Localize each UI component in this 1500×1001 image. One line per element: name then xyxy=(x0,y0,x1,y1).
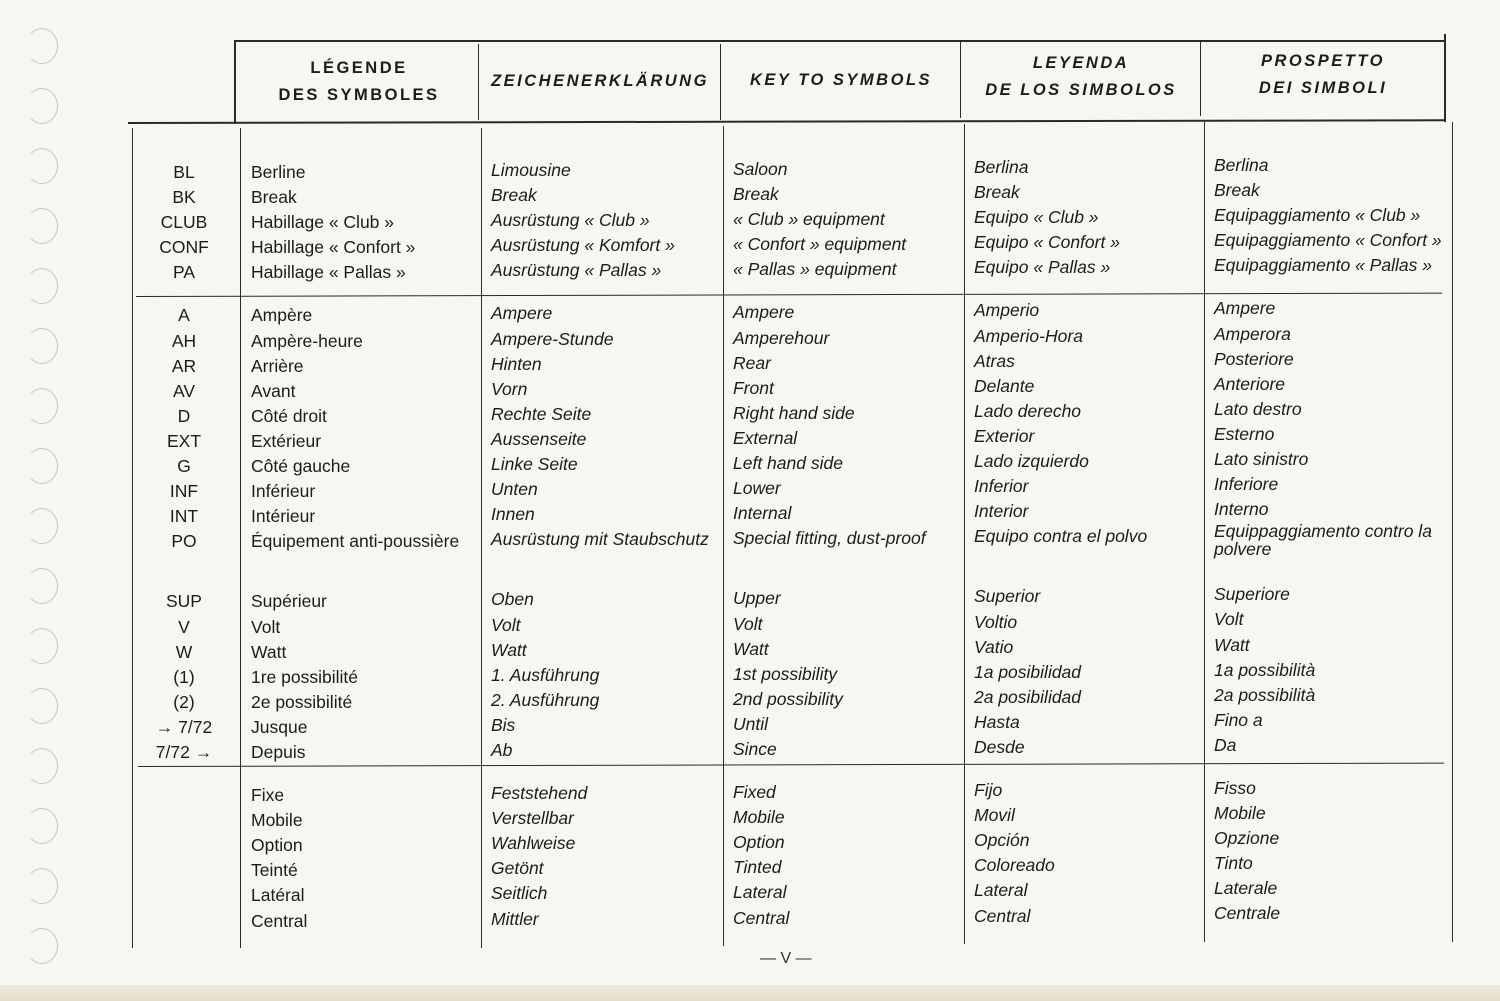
symbol-row-en: Right hand side xyxy=(733,402,855,423)
symbol-row-en: Central xyxy=(733,907,790,928)
symbol-row-es: Inferior xyxy=(974,476,1029,497)
column-english xyxy=(733,157,926,931)
column-abbreviations xyxy=(134,160,234,934)
symbol-row-it: Esterno xyxy=(1214,423,1275,444)
symbol-row-fr: Volt xyxy=(251,616,281,637)
symbol-row-fr: 1re possibilité xyxy=(251,666,358,687)
symbol-row-abbr: PO xyxy=(171,531,197,552)
symbol-group xyxy=(1214,582,1450,758)
symbol-row-it: Opzione xyxy=(1214,828,1280,849)
symbol-row-de: Ausrüstung mit Staubschutz xyxy=(491,529,709,550)
symbol-row-de: 2. Ausführung xyxy=(491,689,600,710)
symbol-row-abbr xyxy=(134,833,234,858)
symbol-row-it: Mobile xyxy=(1214,803,1266,824)
symbol-group xyxy=(974,298,1147,566)
symbol-row-de: Feststehend xyxy=(491,783,588,804)
symbol-row-fr: Habillage « Confort » xyxy=(251,237,416,258)
symbol-row-fr: Équipement anti-poussière xyxy=(251,531,460,552)
symbol-row-abbr xyxy=(134,858,234,883)
symbol-row-es: Exterior xyxy=(974,425,1035,446)
symbol-group xyxy=(733,300,926,568)
body-sep-fr xyxy=(481,128,482,948)
symbol-row-abbr: CONF xyxy=(159,237,209,258)
symbol-row-it: 1a possibilità xyxy=(1214,659,1316,680)
symbol-row-en: Since xyxy=(733,738,777,759)
symbol-row-en: Upper xyxy=(733,588,781,609)
symbol-row-it: Volt xyxy=(1214,609,1244,630)
column-german xyxy=(491,158,709,932)
symbol-row-de: Ausrüstung « Pallas » xyxy=(491,260,662,281)
symbol-row-en: Ampere xyxy=(733,302,795,323)
symbol-row-abbr: INF xyxy=(169,481,199,502)
symbol-row-es: Movil xyxy=(974,805,1015,826)
symbol-group xyxy=(134,589,234,765)
symbol-row-de: Unten xyxy=(491,479,538,500)
symbol-row-fr: Ampère xyxy=(251,305,313,326)
symbol-row-fr: Inférieur xyxy=(251,481,316,502)
symbol-row-fr: Fixe xyxy=(251,785,285,806)
symbol-row-en: Break xyxy=(733,184,779,205)
binding-hole xyxy=(26,808,58,844)
symbol-row-es: Amperio-Hora xyxy=(974,325,1083,346)
symbol-row-abbr: INT xyxy=(169,506,199,527)
header-line: ZEICHENERKLÄRUNG xyxy=(491,72,709,90)
symbol-row-fr: Habillage « Club » xyxy=(251,212,395,233)
column-french xyxy=(251,160,459,934)
symbol-row-fr: Côté gauche xyxy=(251,456,351,477)
symbol-row-es: 2a posibilidad xyxy=(974,686,1082,707)
symbol-row-fr: Côté droit xyxy=(251,405,327,426)
header-spanish xyxy=(962,50,1200,104)
symbol-group xyxy=(974,155,1147,280)
symbol-row-de: Break xyxy=(491,185,537,206)
header-french xyxy=(240,55,478,109)
symbol-row-en: « Pallas » equipment xyxy=(733,259,897,280)
symbol-row-abbr: 7/72 → xyxy=(155,741,213,762)
body-left-rule xyxy=(132,128,133,948)
symbol-row-fr: Berline xyxy=(251,162,306,182)
ring-binding-holes xyxy=(20,20,70,980)
symbol-group xyxy=(251,589,459,765)
header-line: KEY TO SYMBOLS xyxy=(749,71,932,89)
symbol-row-it: Superiore xyxy=(1214,584,1290,605)
body-sep-en xyxy=(964,124,965,944)
symbol-row-de: Limousine xyxy=(491,160,571,180)
symbol-row-de: Ausrüstung « Club » xyxy=(491,210,650,231)
symbol-row-es: Equipo « Pallas » xyxy=(974,257,1111,278)
body-right-rule xyxy=(1452,122,1453,942)
header-line: LÉGENDE xyxy=(310,59,408,77)
header-bottom-rule xyxy=(128,119,1446,124)
symbol-row-en: Option xyxy=(733,832,785,853)
symbol-row-es: Desde xyxy=(974,736,1025,757)
symbol-row-it: Berlina xyxy=(1214,155,1269,175)
symbol-row-it: Laterale xyxy=(1214,878,1278,899)
binding-hole xyxy=(26,748,58,784)
symbol-row-de: 1. Ausführung xyxy=(491,664,600,685)
symbol-row-en: Front xyxy=(733,377,774,398)
symbol-row-en: Until xyxy=(733,713,769,734)
header-line: DE LOS SIMBOLOS xyxy=(985,81,1177,99)
symbol-row-it: Anteriore xyxy=(1214,373,1286,394)
symbol-row-es: Voltio xyxy=(974,611,1018,632)
symbol-row-de: Bis xyxy=(491,714,516,735)
symbol-row-de: Ampere-Stunde xyxy=(491,328,614,349)
symbol-row-de: Volt xyxy=(491,614,521,635)
symbol-row-fr: Intérieur xyxy=(251,506,316,527)
symbol-row-abbr: W xyxy=(175,641,193,662)
symbol-row-en: Internal xyxy=(733,503,792,524)
symbol-row-fr: 2e possibilité xyxy=(251,691,353,712)
header-german xyxy=(480,68,720,95)
binding-hole xyxy=(26,88,58,124)
binding-hole xyxy=(26,268,58,304)
symbol-row-abbr: AH xyxy=(171,330,197,351)
symbol-group xyxy=(974,778,1147,929)
symbol-row-abbr xyxy=(134,783,234,808)
symbol-row-it: Watt xyxy=(1214,634,1250,655)
symbol-group xyxy=(134,783,234,934)
symbol-row-it: Ampere xyxy=(1214,298,1276,319)
symbol-row-fr: Latéral xyxy=(251,885,305,906)
symbol-row-abbr: PA xyxy=(172,262,196,283)
symbol-row-fr: Supérieur xyxy=(251,591,327,612)
binding-hole xyxy=(26,208,58,244)
symbol-row-abbr: G xyxy=(177,456,191,477)
symbol-group xyxy=(491,781,709,932)
symbol-row-es: Lateral xyxy=(974,880,1028,901)
symbol-row-en: Volt xyxy=(733,613,763,634)
body-sep-de xyxy=(723,126,724,946)
header-top-rule xyxy=(234,40,1446,42)
symbol-row-de: Seitlich xyxy=(491,883,548,904)
symbol-row-it: Lato sinistro xyxy=(1214,449,1309,470)
symbol-row-es: Delante xyxy=(974,375,1035,396)
symbol-row-de: Hinten xyxy=(491,353,542,374)
symbol-row-fr: Extérieur xyxy=(251,430,322,451)
symbol-row-de: Oben xyxy=(491,589,534,610)
symbol-group xyxy=(491,587,709,763)
header-english xyxy=(722,67,960,94)
symbol-row-fr: Jusque xyxy=(251,716,308,737)
binding-hole xyxy=(26,448,58,484)
symbol-row-es: Atras xyxy=(974,350,1015,371)
symbol-row-fr: Break xyxy=(251,187,297,208)
symbol-row-fr: Avant xyxy=(251,380,296,401)
header-line: DEI SIMBOLI xyxy=(1258,79,1388,97)
symbol-group xyxy=(1214,296,1450,564)
symbol-row-abbr: (2) xyxy=(173,691,195,712)
symbol-row-it: Break xyxy=(1214,180,1260,201)
symbol-row-en: Saloon xyxy=(733,159,788,179)
binding-hole xyxy=(26,928,58,964)
symbol-row-it: Fino a xyxy=(1214,709,1263,730)
header-line: DES SYMBOLES xyxy=(278,86,440,104)
symbol-row-es: Equipo contra el polvo xyxy=(974,526,1148,547)
binding-hole xyxy=(26,508,58,544)
symbol-row-es: Coloreado xyxy=(974,855,1055,876)
symbol-row-fr: Ampère-heure xyxy=(251,330,363,351)
symbol-group xyxy=(491,158,709,283)
binding-hole xyxy=(26,568,58,604)
symbol-row-abbr: A xyxy=(178,305,190,326)
symbol-row-de: Mittler xyxy=(491,908,539,929)
symbol-group xyxy=(134,303,234,571)
symbol-group xyxy=(733,586,926,762)
symbol-row-en: « Confort » equipment xyxy=(733,234,907,255)
symbol-row-it: Equipaggiamento « Confort » xyxy=(1214,230,1442,251)
header-italian xyxy=(1202,48,1444,102)
symbol-row-en: Left hand side xyxy=(733,453,843,474)
symbol-row-de: Getönt xyxy=(491,858,544,879)
symbol-group xyxy=(1214,776,1450,927)
symbol-row-fr: Mobile xyxy=(251,810,303,831)
symbol-row-it: Equipaggiamento « Pallas » xyxy=(1214,255,1432,276)
header-sep-2 xyxy=(720,44,721,120)
binding-hole xyxy=(26,868,58,904)
symbol-row-fr: Teinté xyxy=(251,860,298,881)
symbol-row-es: Equipo « Confort » xyxy=(974,232,1120,253)
header-left-rule xyxy=(234,40,236,124)
header-line: PROSPETTO xyxy=(1261,52,1385,70)
symbol-row-es: Hasta xyxy=(974,711,1020,732)
column-spanish xyxy=(974,155,1147,929)
symbol-row-abbr: (1) xyxy=(173,666,195,687)
symbol-row-es: 1a posibilidad xyxy=(974,661,1082,682)
symbol-row-de: Ab xyxy=(491,739,513,760)
symbol-row-en: Watt xyxy=(733,638,769,659)
symbol-row-abbr: → 7/72 xyxy=(155,716,213,737)
body-sep-abbr xyxy=(240,128,241,948)
symbol-row-it: Tinto xyxy=(1214,853,1253,874)
symbol-row-en: Special fitting, dust-proof xyxy=(733,528,926,549)
page-number: — V — xyxy=(760,950,812,967)
symbol-row-es: Superior xyxy=(974,586,1041,607)
symbol-row-en: Amperehour xyxy=(733,327,830,348)
symbol-row-it: Posteriore xyxy=(1214,348,1294,369)
symbol-row-abbr: EXT xyxy=(166,430,202,451)
symbol-row-abbr: BL xyxy=(173,162,195,182)
page-bottom-edge xyxy=(0,985,1500,1001)
symbol-row-it: Lato destro xyxy=(1214,398,1302,419)
symbol-row-en: Mobile xyxy=(733,807,785,828)
symbol-row-de: Verstellbar xyxy=(491,808,574,829)
binding-hole xyxy=(26,28,58,64)
header-sep-1 xyxy=(478,44,479,120)
symbol-row-en: Tinted xyxy=(733,857,782,878)
symbol-row-es: Berlina xyxy=(974,157,1029,177)
symbol-group xyxy=(251,783,459,934)
symbol-row-abbr: BK xyxy=(172,187,196,208)
symbol-row-abbr xyxy=(134,909,234,934)
symbol-row-es: Lado izquierdo xyxy=(974,451,1089,472)
symbol-row-fr: Arrière xyxy=(251,355,304,376)
symbol-row-en: Lower xyxy=(733,478,781,499)
symbol-row-abbr: D xyxy=(177,405,191,426)
symbol-row-fr: Habillage « Pallas » xyxy=(251,262,406,283)
symbol-row-it: Equippaggiamento contro la polvere xyxy=(1214,521,1432,560)
symbol-row-de: Wahlweise xyxy=(491,833,576,854)
header-line: LEYENDA xyxy=(1032,54,1130,72)
symbol-row-it: Fisso xyxy=(1214,777,1256,798)
binding-hole xyxy=(26,388,58,424)
symbol-row-it: Da xyxy=(1214,734,1237,755)
symbol-row-it: 2a possibilità xyxy=(1214,684,1316,705)
column-italian xyxy=(1214,153,1450,927)
symbol-row-en: « Club » equipment xyxy=(733,209,885,230)
symbol-row-it: Equipaggiamento « Club » xyxy=(1214,205,1421,226)
symbol-row-en: Fixed xyxy=(733,782,776,803)
symbol-row-abbr xyxy=(134,808,234,833)
body-sep-es xyxy=(1204,122,1205,942)
symbol-row-de: Vorn xyxy=(491,378,528,399)
symbol-row-es: Interior xyxy=(974,501,1029,522)
symbol-group xyxy=(251,160,459,285)
binding-hole xyxy=(26,328,58,364)
symbol-row-en: Rear xyxy=(733,352,771,373)
symbol-row-de: Aussenseite xyxy=(491,428,587,449)
symbol-row-de: Ampere xyxy=(491,303,553,324)
symbol-row-de: Rechte Seite xyxy=(491,403,592,424)
symbol-row-es: Amperio xyxy=(974,300,1040,321)
symbol-row-it: Interno xyxy=(1214,499,1269,520)
symbol-row-es: Break xyxy=(974,182,1020,203)
header-sep-3 xyxy=(960,42,961,118)
symbol-row-en: 2nd possibility xyxy=(733,688,843,709)
symbol-row-fr: Depuis xyxy=(251,741,306,762)
symbol-group xyxy=(1214,153,1450,278)
symbol-row-es: Opción xyxy=(974,830,1030,851)
symbol-row-it: Amperora xyxy=(1214,323,1291,344)
symbol-group xyxy=(733,157,926,282)
symbol-row-de: Ausrüstung « Komfort » xyxy=(491,235,675,256)
symbol-row-it: Centrale xyxy=(1214,903,1281,924)
symbol-row-abbr: CLUB xyxy=(160,212,208,233)
symbol-row-es: Lado derecho xyxy=(974,400,1082,421)
symbol-row-es: Vatio xyxy=(974,636,1014,657)
symbol-row-es: Fijo xyxy=(974,780,1003,801)
symbol-row-de: Watt xyxy=(491,639,527,660)
binding-hole xyxy=(26,688,58,724)
symbol-row-de: Linke Seite xyxy=(491,454,578,475)
symbol-group xyxy=(974,584,1147,760)
symbol-row-it: Inferiore xyxy=(1214,474,1279,495)
symbol-group xyxy=(733,780,926,931)
symbol-row-abbr: V xyxy=(178,616,190,637)
symbol-row-fr: Option xyxy=(251,835,303,856)
symbol-group xyxy=(134,160,234,285)
binding-hole xyxy=(26,148,58,184)
symbol-row-en: Lateral xyxy=(733,882,787,903)
header-right-rule xyxy=(1444,34,1446,122)
symbol-row-abbr: AR xyxy=(171,355,197,376)
symbol-group xyxy=(491,301,709,569)
symbol-row-de: Innen xyxy=(491,504,535,525)
symbol-row-es: Central xyxy=(974,905,1031,926)
binding-hole xyxy=(26,628,58,664)
symbol-row-fr: Watt xyxy=(251,641,287,662)
symbol-row-en: 1st possibility xyxy=(733,663,838,684)
symbol-group xyxy=(251,303,459,571)
symbol-row-abbr: SUP xyxy=(166,591,202,612)
symbol-row-fr: Central xyxy=(251,910,308,931)
symbol-row-abbr: AV xyxy=(172,380,196,401)
symbol-row-abbr xyxy=(134,883,234,908)
symbol-row-en: External xyxy=(733,427,798,448)
symbol-row-es: Equipo « Club » xyxy=(974,207,1099,228)
header-sep-4 xyxy=(1200,40,1201,116)
